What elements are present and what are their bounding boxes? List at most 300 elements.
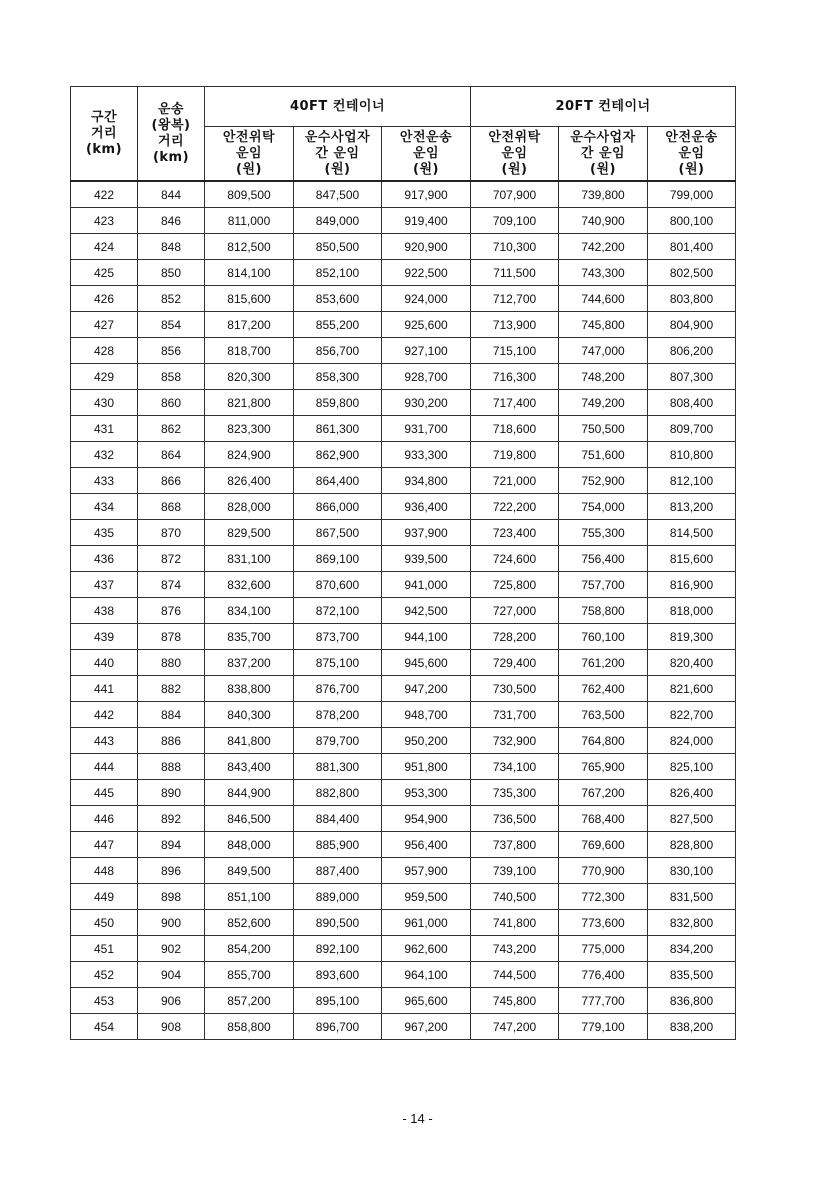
cell-section-km: 431 [71, 416, 138, 442]
table-row [71, 312, 736, 338]
cell-20ft-carrier: 769,600 [559, 832, 648, 858]
cell-40ft-carrier: 882,800 [294, 780, 382, 806]
cell-40ft-carrier: 876,700 [294, 676, 382, 702]
header-transport-distance: 운송 (왕복) 거리 (km) [138, 87, 205, 182]
cell-40ft-carrier: 879,700 [294, 728, 382, 754]
header-40ft-carrier-rate: 운수사업자 간 운임 (원) [294, 127, 382, 182]
cell-transport-km: 862 [138, 416, 205, 442]
cell-40ft-safe: 944,100 [382, 624, 471, 650]
table-row [71, 624, 736, 650]
table-row [71, 1014, 736, 1040]
cell-section-km: 445 [71, 780, 138, 806]
cell-40ft-carrier: 890,500 [294, 910, 382, 936]
cell-40ft-safe: 930,200 [382, 390, 471, 416]
cell-20ft-consignment: 715,100 [471, 338, 559, 364]
cell-20ft-carrier: 748,200 [559, 364, 648, 390]
cell-20ft-consignment: 718,600 [471, 416, 559, 442]
cell-20ft-consignment: 712,700 [471, 286, 559, 312]
cell-20ft-safe: 814,500 [648, 520, 736, 546]
cell-40ft-consignment: 846,500 [205, 806, 294, 832]
cell-20ft-carrier: 773,600 [559, 910, 648, 936]
cell-20ft-carrier: 764,800 [559, 728, 648, 754]
cell-20ft-safe: 812,100 [648, 468, 736, 494]
cell-20ft-consignment: 739,100 [471, 858, 559, 884]
cell-40ft-consignment: 829,500 [205, 520, 294, 546]
cell-20ft-carrier: 744,600 [559, 286, 648, 312]
cell-transport-km: 906 [138, 988, 205, 1014]
cell-40ft-safe: 924,000 [382, 286, 471, 312]
table-row [71, 572, 736, 598]
cell-20ft-consignment: 711,500 [471, 260, 559, 286]
cell-40ft-consignment: 840,300 [205, 702, 294, 728]
cell-section-km: 451 [71, 936, 138, 962]
cell-transport-km: 868 [138, 494, 205, 520]
table-row [71, 832, 736, 858]
cell-20ft-consignment: 716,300 [471, 364, 559, 390]
cell-section-km: 427 [71, 312, 138, 338]
cell-40ft-carrier: 885,900 [294, 832, 382, 858]
table-row [71, 780, 736, 806]
cell-20ft-carrier: 754,000 [559, 494, 648, 520]
cell-40ft-consignment: 851,100 [205, 884, 294, 910]
cell-transport-km: 846 [138, 208, 205, 234]
cell-20ft-carrier: 765,900 [559, 754, 648, 780]
cell-transport-km: 880 [138, 650, 205, 676]
cell-section-km: 438 [71, 598, 138, 624]
cell-40ft-safe: 951,800 [382, 754, 471, 780]
cell-40ft-carrier: 862,900 [294, 442, 382, 468]
cell-20ft-consignment: 737,800 [471, 832, 559, 858]
cell-40ft-safe: 964,100 [382, 962, 471, 988]
cell-20ft-consignment: 723,400 [471, 520, 559, 546]
cell-section-km: 432 [71, 442, 138, 468]
cell-20ft-consignment: 736,500 [471, 806, 559, 832]
cell-20ft-carrier: 751,600 [559, 442, 648, 468]
cell-20ft-consignment: 719,800 [471, 442, 559, 468]
cell-section-km: 423 [71, 208, 138, 234]
cell-section-km: 433 [71, 468, 138, 494]
cell-40ft-safe: 933,300 [382, 442, 471, 468]
cell-section-km: 447 [71, 832, 138, 858]
cell-transport-km: 896 [138, 858, 205, 884]
cell-40ft-consignment: 837,200 [205, 650, 294, 676]
cell-section-km: 435 [71, 520, 138, 546]
cell-transport-km: 858 [138, 364, 205, 390]
cell-section-km: 443 [71, 728, 138, 754]
cell-transport-km: 864 [138, 442, 205, 468]
header-20ft-safe-transport-rate: 안전운송 운임 (원) [648, 127, 736, 182]
cell-transport-km: 848 [138, 234, 205, 260]
cell-40ft-carrier: 870,600 [294, 572, 382, 598]
cell-20ft-safe: 802,500 [648, 260, 736, 286]
cell-20ft-safe: 808,400 [648, 390, 736, 416]
cell-20ft-carrier: 779,100 [559, 1014, 648, 1040]
cell-40ft-consignment: 811,000 [205, 208, 294, 234]
cell-transport-km: 884 [138, 702, 205, 728]
cell-20ft-safe: 799,000 [648, 181, 736, 208]
cell-40ft-carrier: 881,300 [294, 754, 382, 780]
cell-20ft-safe: 813,200 [648, 494, 736, 520]
cell-40ft-consignment: 841,800 [205, 728, 294, 754]
header-40ft-safe-consignment-rate: 안전위탁 운임 (원) [205, 127, 294, 182]
cell-20ft-consignment: 721,000 [471, 468, 559, 494]
table-row [71, 416, 736, 442]
cell-20ft-consignment: 717,400 [471, 390, 559, 416]
table-row [71, 910, 736, 936]
cell-40ft-safe: 941,000 [382, 572, 471, 598]
table-row [71, 181, 736, 208]
cell-40ft-safe: 957,900 [382, 858, 471, 884]
cell-40ft-carrier: 858,300 [294, 364, 382, 390]
cell-section-km: 439 [71, 624, 138, 650]
table-row [71, 650, 736, 676]
cell-section-km: 422 [71, 181, 138, 208]
cell-20ft-carrier: 772,300 [559, 884, 648, 910]
cell-40ft-safe: 950,200 [382, 728, 471, 754]
cell-20ft-safe: 826,400 [648, 780, 736, 806]
table-row [71, 728, 736, 754]
cell-section-km: 428 [71, 338, 138, 364]
cell-transport-km: 900 [138, 910, 205, 936]
table-row [71, 208, 736, 234]
cell-40ft-safe: 925,600 [382, 312, 471, 338]
cell-20ft-carrier: 752,900 [559, 468, 648, 494]
cell-20ft-safe: 831,500 [648, 884, 736, 910]
cell-20ft-safe: 834,200 [648, 936, 736, 962]
cell-20ft-safe: 821,600 [648, 676, 736, 702]
cell-20ft-carrier: 763,500 [559, 702, 648, 728]
cell-section-km: 436 [71, 546, 138, 572]
cell-40ft-consignment: 834,100 [205, 598, 294, 624]
cell-20ft-carrier: 745,800 [559, 312, 648, 338]
cell-40ft-safe: 920,900 [382, 234, 471, 260]
cell-40ft-carrier: 896,700 [294, 1014, 382, 1040]
cell-section-km: 449 [71, 884, 138, 910]
cell-40ft-consignment: 820,300 [205, 364, 294, 390]
cell-section-km: 425 [71, 260, 138, 286]
cell-40ft-safe: 965,600 [382, 988, 471, 1014]
cell-transport-km: 844 [138, 181, 205, 208]
cell-40ft-safe: 939,500 [382, 546, 471, 572]
cell-20ft-carrier: 768,400 [559, 806, 648, 832]
cell-40ft-carrier: 878,200 [294, 702, 382, 728]
cell-40ft-safe: 934,800 [382, 468, 471, 494]
cell-transport-km: 886 [138, 728, 205, 754]
cell-section-km: 448 [71, 858, 138, 884]
cell-section-km: 429 [71, 364, 138, 390]
cell-20ft-carrier: 777,700 [559, 988, 648, 1014]
cell-20ft-consignment: 713,900 [471, 312, 559, 338]
cell-section-km: 452 [71, 962, 138, 988]
cell-40ft-carrier: 875,100 [294, 650, 382, 676]
cell-transport-km: 894 [138, 832, 205, 858]
cell-40ft-consignment: 818,700 [205, 338, 294, 364]
cell-20ft-carrier: 770,900 [559, 858, 648, 884]
cell-40ft-carrier: 887,400 [294, 858, 382, 884]
cell-transport-km: 860 [138, 390, 205, 416]
cell-transport-km: 908 [138, 1014, 205, 1040]
cell-20ft-safe: 832,800 [648, 910, 736, 936]
cell-20ft-safe: 828,800 [648, 832, 736, 858]
cell-20ft-consignment: 710,300 [471, 234, 559, 260]
cell-transport-km: 874 [138, 572, 205, 598]
header-20ft-carrier-rate: 운수사업자 간 운임 (원) [559, 127, 648, 182]
cell-transport-km: 882 [138, 676, 205, 702]
cell-40ft-safe: 936,400 [382, 494, 471, 520]
cell-40ft-consignment: 852,600 [205, 910, 294, 936]
cell-40ft-consignment: 855,700 [205, 962, 294, 988]
cell-20ft-carrier: 776,400 [559, 962, 648, 988]
cell-section-km: 450 [71, 910, 138, 936]
cell-20ft-safe: 822,700 [648, 702, 736, 728]
cell-20ft-safe: 830,100 [648, 858, 736, 884]
cell-20ft-consignment: 722,200 [471, 494, 559, 520]
table-row [71, 936, 736, 962]
cell-40ft-safe: 937,900 [382, 520, 471, 546]
cell-20ft-consignment: 745,800 [471, 988, 559, 1014]
table-row [71, 390, 736, 416]
cell-20ft-consignment: 743,200 [471, 936, 559, 962]
cell-40ft-carrier: 849,000 [294, 208, 382, 234]
table-row [71, 338, 736, 364]
cell-20ft-carrier: 767,200 [559, 780, 648, 806]
cell-40ft-consignment: 821,800 [205, 390, 294, 416]
table-row [71, 676, 736, 702]
cell-40ft-carrier: 855,200 [294, 312, 382, 338]
cell-section-km: 442 [71, 702, 138, 728]
cell-40ft-carrier: 869,100 [294, 546, 382, 572]
cell-40ft-carrier: 852,100 [294, 260, 382, 286]
cell-20ft-safe: 838,200 [648, 1014, 736, 1040]
header-section-distance: 구간 거리 (km) [71, 87, 138, 182]
cell-40ft-carrier: 892,100 [294, 936, 382, 962]
cell-transport-km: 888 [138, 754, 205, 780]
cell-transport-km: 872 [138, 546, 205, 572]
cell-40ft-consignment: 832,600 [205, 572, 294, 598]
cell-40ft-safe: 945,600 [382, 650, 471, 676]
cell-section-km: 441 [71, 676, 138, 702]
cell-20ft-consignment: 731,700 [471, 702, 559, 728]
cell-20ft-safe: 825,100 [648, 754, 736, 780]
cell-40ft-consignment: 817,200 [205, 312, 294, 338]
cell-40ft-consignment: 857,200 [205, 988, 294, 1014]
cell-40ft-safe: 917,900 [382, 181, 471, 208]
cell-20ft-safe: 835,500 [648, 962, 736, 988]
cell-40ft-consignment: 844,900 [205, 780, 294, 806]
cell-section-km: 453 [71, 988, 138, 1014]
cell-40ft-carrier: 895,100 [294, 988, 382, 1014]
table-row [71, 806, 736, 832]
cell-20ft-consignment: 734,100 [471, 754, 559, 780]
cell-40ft-consignment: 843,400 [205, 754, 294, 780]
cell-transport-km: 854 [138, 312, 205, 338]
cell-40ft-safe: 919,400 [382, 208, 471, 234]
header-20ft-container: 20FT 컨테이너 [471, 87, 736, 127]
cell-transport-km: 890 [138, 780, 205, 806]
table-row [71, 962, 736, 988]
cell-40ft-consignment: 814,100 [205, 260, 294, 286]
table-row [71, 884, 736, 910]
cell-40ft-carrier: 893,600 [294, 962, 382, 988]
cell-20ft-carrier: 758,800 [559, 598, 648, 624]
cell-section-km: 434 [71, 494, 138, 520]
cell-20ft-consignment: 724,600 [471, 546, 559, 572]
cell-20ft-carrier: 739,800 [559, 181, 648, 208]
cell-transport-km: 902 [138, 936, 205, 962]
cell-20ft-safe: 818,000 [648, 598, 736, 624]
cell-20ft-consignment: 707,900 [471, 181, 559, 208]
cell-20ft-carrier: 755,300 [559, 520, 648, 546]
cell-20ft-consignment: 747,200 [471, 1014, 559, 1040]
cell-20ft-carrier: 756,400 [559, 546, 648, 572]
table-row [71, 364, 736, 390]
cell-40ft-consignment: 849,500 [205, 858, 294, 884]
cell-20ft-carrier: 761,200 [559, 650, 648, 676]
cell-40ft-consignment: 815,600 [205, 286, 294, 312]
table-row [71, 546, 736, 572]
table-row [71, 442, 736, 468]
cell-section-km: 426 [71, 286, 138, 312]
cell-40ft-consignment: 812,500 [205, 234, 294, 260]
cell-40ft-safe: 954,900 [382, 806, 471, 832]
cell-20ft-safe: 800,100 [648, 208, 736, 234]
cell-40ft-safe: 956,400 [382, 832, 471, 858]
table-row [71, 468, 736, 494]
cell-20ft-carrier: 750,500 [559, 416, 648, 442]
page-number: - 14 - [402, 1111, 433, 1126]
cell-20ft-consignment: 727,000 [471, 598, 559, 624]
cell-section-km: 430 [71, 390, 138, 416]
cell-section-km: 437 [71, 572, 138, 598]
cell-20ft-consignment: 740,500 [471, 884, 559, 910]
header-40ft-safe-transport-rate: 안전운송 운임 (원) [382, 127, 471, 182]
cell-20ft-consignment: 725,800 [471, 572, 559, 598]
cell-40ft-carrier: 867,500 [294, 520, 382, 546]
cell-20ft-safe: 815,600 [648, 546, 736, 572]
cell-20ft-consignment: 729,400 [471, 650, 559, 676]
cell-40ft-consignment: 848,000 [205, 832, 294, 858]
cell-40ft-consignment: 831,100 [205, 546, 294, 572]
cell-transport-km: 852 [138, 286, 205, 312]
table-row [71, 754, 736, 780]
cell-40ft-consignment: 835,700 [205, 624, 294, 650]
table-row [71, 286, 736, 312]
cell-40ft-safe: 947,200 [382, 676, 471, 702]
cell-20ft-carrier: 747,000 [559, 338, 648, 364]
cell-20ft-safe: 819,300 [648, 624, 736, 650]
cell-20ft-carrier: 757,700 [559, 572, 648, 598]
cell-40ft-consignment: 838,800 [205, 676, 294, 702]
cell-40ft-carrier: 866,000 [294, 494, 382, 520]
cell-20ft-safe: 810,800 [648, 442, 736, 468]
table-row [71, 260, 736, 286]
cell-40ft-carrier: 859,800 [294, 390, 382, 416]
cell-40ft-safe: 967,200 [382, 1014, 471, 1040]
cell-40ft-safe: 948,700 [382, 702, 471, 728]
cell-20ft-carrier: 740,900 [559, 208, 648, 234]
cell-40ft-safe: 927,100 [382, 338, 471, 364]
cell-20ft-carrier: 743,300 [559, 260, 648, 286]
cell-40ft-carrier: 889,000 [294, 884, 382, 910]
cell-40ft-safe: 928,700 [382, 364, 471, 390]
table-row [71, 520, 736, 546]
cell-40ft-safe: 942,500 [382, 598, 471, 624]
cell-20ft-carrier: 742,200 [559, 234, 648, 260]
cell-40ft-safe: 922,500 [382, 260, 471, 286]
table-row [71, 234, 736, 260]
freight-rate-table [70, 86, 736, 1040]
cell-40ft-consignment: 826,400 [205, 468, 294, 494]
cell-20ft-safe: 809,700 [648, 416, 736, 442]
cell-transport-km: 878 [138, 624, 205, 650]
cell-40ft-safe: 959,500 [382, 884, 471, 910]
cell-20ft-consignment: 709,100 [471, 208, 559, 234]
cell-40ft-consignment: 828,000 [205, 494, 294, 520]
cell-20ft-safe: 836,800 [648, 988, 736, 1014]
cell-40ft-carrier: 856,700 [294, 338, 382, 364]
cell-transport-km: 904 [138, 962, 205, 988]
cell-40ft-carrier: 847,500 [294, 181, 382, 208]
cell-20ft-safe: 816,900 [648, 572, 736, 598]
cell-section-km: 424 [71, 234, 138, 260]
cell-20ft-safe: 820,400 [648, 650, 736, 676]
table-row [71, 988, 736, 1014]
header-40ft-container: 40FT 컨테이너 [205, 87, 471, 127]
cell-transport-km: 898 [138, 884, 205, 910]
cell-40ft-carrier: 861,300 [294, 416, 382, 442]
cell-40ft-consignment: 823,300 [205, 416, 294, 442]
cell-transport-km: 876 [138, 598, 205, 624]
cell-40ft-consignment: 854,200 [205, 936, 294, 962]
cell-transport-km: 850 [138, 260, 205, 286]
table-row [71, 858, 736, 884]
cell-section-km: 440 [71, 650, 138, 676]
cell-20ft-carrier: 775,000 [559, 936, 648, 962]
cell-20ft-consignment: 741,800 [471, 910, 559, 936]
cell-transport-km: 856 [138, 338, 205, 364]
cell-transport-km: 866 [138, 468, 205, 494]
cell-20ft-consignment: 744,500 [471, 962, 559, 988]
cell-40ft-consignment: 809,500 [205, 181, 294, 208]
cell-20ft-safe: 824,000 [648, 728, 736, 754]
cell-40ft-safe: 962,600 [382, 936, 471, 962]
cell-40ft-carrier: 873,700 [294, 624, 382, 650]
cell-20ft-consignment: 732,900 [471, 728, 559, 754]
cell-20ft-safe: 801,400 [648, 234, 736, 260]
table-row [71, 494, 736, 520]
cell-40ft-carrier: 850,500 [294, 234, 382, 260]
cell-20ft-consignment: 728,200 [471, 624, 559, 650]
cell-20ft-safe: 803,800 [648, 286, 736, 312]
table-row [71, 702, 736, 728]
cell-20ft-consignment: 735,300 [471, 780, 559, 806]
cell-40ft-safe: 931,700 [382, 416, 471, 442]
cell-20ft-consignment: 730,500 [471, 676, 559, 702]
cell-40ft-consignment: 824,900 [205, 442, 294, 468]
cell-transport-km: 870 [138, 520, 205, 546]
cell-40ft-carrier: 864,400 [294, 468, 382, 494]
cell-40ft-carrier: 872,100 [294, 598, 382, 624]
cell-40ft-consignment: 858,800 [205, 1014, 294, 1040]
cell-40ft-carrier: 853,600 [294, 286, 382, 312]
cell-20ft-safe: 806,200 [648, 338, 736, 364]
cell-section-km: 444 [71, 754, 138, 780]
cell-transport-km: 892 [138, 806, 205, 832]
cell-20ft-safe: 807,300 [648, 364, 736, 390]
cell-40ft-safe: 953,300 [382, 780, 471, 806]
cell-20ft-safe: 804,900 [648, 312, 736, 338]
cell-40ft-carrier: 884,400 [294, 806, 382, 832]
